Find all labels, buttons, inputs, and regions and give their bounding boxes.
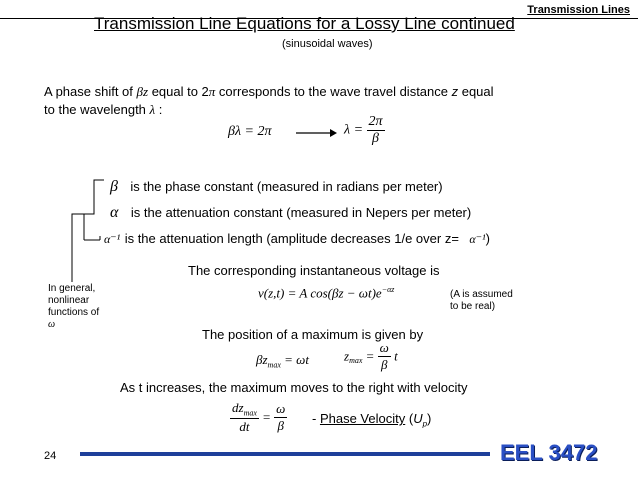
max-eq-2-z: z [344,348,350,364]
bracket-lines [68,174,108,286]
velocity-label: As t increases, the maximum moves to the right with velocity [120,380,468,395]
inst-voltage-note [450,289,513,313]
intro-text-3: corresponds to the wave travel distance [215,84,452,99]
inst-voltage-exp: −αz [381,285,395,294]
eq-beta-lambda: βλ = 2π [228,124,272,139]
def-beta-symbol: β [110,178,118,195]
inst-voltage-eq [258,285,394,301]
def-alpha-symbol: α [110,204,119,221]
inst-voltage-expr: v(z,t) = A cos(βz − ωt)e [258,285,382,301]
max-eq-2-t: t [390,348,398,364]
intro-paragraph [44,83,624,119]
phase-velocity-paren-open: ( [405,411,414,426]
max-eq-2-num: ω [379,340,389,355]
phase-velocity-text [312,410,431,434]
eq-lambda [344,114,385,147]
max-eq-1-rhs: = ωt [280,352,309,367]
velocity-num: dz [232,400,244,415]
max-eq-2-equals: = [362,348,378,364]
velocity-num-sub: max [243,408,257,418]
intro-lambda: λ [149,102,156,117]
note-line-2: nonlinear [48,295,90,306]
note-line-1: In general, [48,283,96,294]
velocity-eq [230,400,287,435]
max-eq-1-lhs: βz [256,352,268,367]
def-beta [110,178,443,196]
def-alpha-inv-tail: ) [485,231,490,246]
note-line-4: ω [48,319,56,330]
eq-lambda-lhs: λ = [344,122,364,138]
max-eq-2-sub: max [349,356,363,366]
intro-text-4: equal [458,84,494,99]
max-position-label: The position of a maximum is given by [202,327,424,342]
max-eq-2 [344,340,398,373]
phase-velocity-term: Phase Velocity [319,411,406,426]
intro-text-2: equal to 2 [151,84,209,99]
intro-pi: π [208,84,216,99]
def-alpha-inv-tail-symbol: α⁻¹ [469,232,486,246]
eq-lambda-num: 2π [368,114,383,129]
max-eq-2-den: β [381,357,388,372]
intro-colon: : [158,102,163,117]
inst-note-line-2: to be real) [450,301,496,312]
intro-beta-z: βz [136,84,149,99]
page-subtitle: (sinusoidal waves) [282,38,373,50]
phase-velocity-dash: - [312,411,320,426]
page-title: Transmission Line Equations for a Lossy Line continued [94,14,515,33]
def-alpha-inv [104,230,490,248]
intro-text-5: to the wavelength [44,102,150,117]
page-number: 24 [44,450,57,462]
eq-lambda-den: β [372,131,380,146]
def-beta-text: is the phase constant (measured in radians per meter) [130,179,443,194]
note-nonlinear [48,283,99,331]
velocity-equals: = [262,409,271,425]
def-alpha [110,204,471,222]
inst-voltage-label: The corresponding instantaneous voltage is [188,263,440,278]
velocity-rden: β [277,417,284,433]
header-tag: Transmission Lines [527,4,630,16]
intro-z: z [451,84,459,99]
intro-text-1: A phase shift of [44,84,137,99]
def-alpha-text: is the attenuation constant (measured in Nepers per meter) [130,205,472,220]
velocity-den: dt [239,418,250,434]
phase-velocity-paren-close: ) [427,411,432,426]
inst-note-line-1: (A is assumed [450,289,513,300]
def-alpha-inv-symbol: α⁻¹ [104,232,121,246]
footer-bar [80,452,490,456]
note-line-3: functions of [48,307,100,318]
velocity-rnum: ω [276,400,286,416]
phase-velocity-u: U [413,411,423,426]
arrow-icon [296,127,338,139]
def-alpha-inv-text: is the attenuation length (amplitude decreases 1/e over z= [124,231,459,246]
course-label: EEL 3472 [500,440,598,465]
max-eq-1-sub: max [267,360,281,370]
max-eq-1 [256,352,309,370]
phase-velocity-u-sub: p [422,419,428,429]
